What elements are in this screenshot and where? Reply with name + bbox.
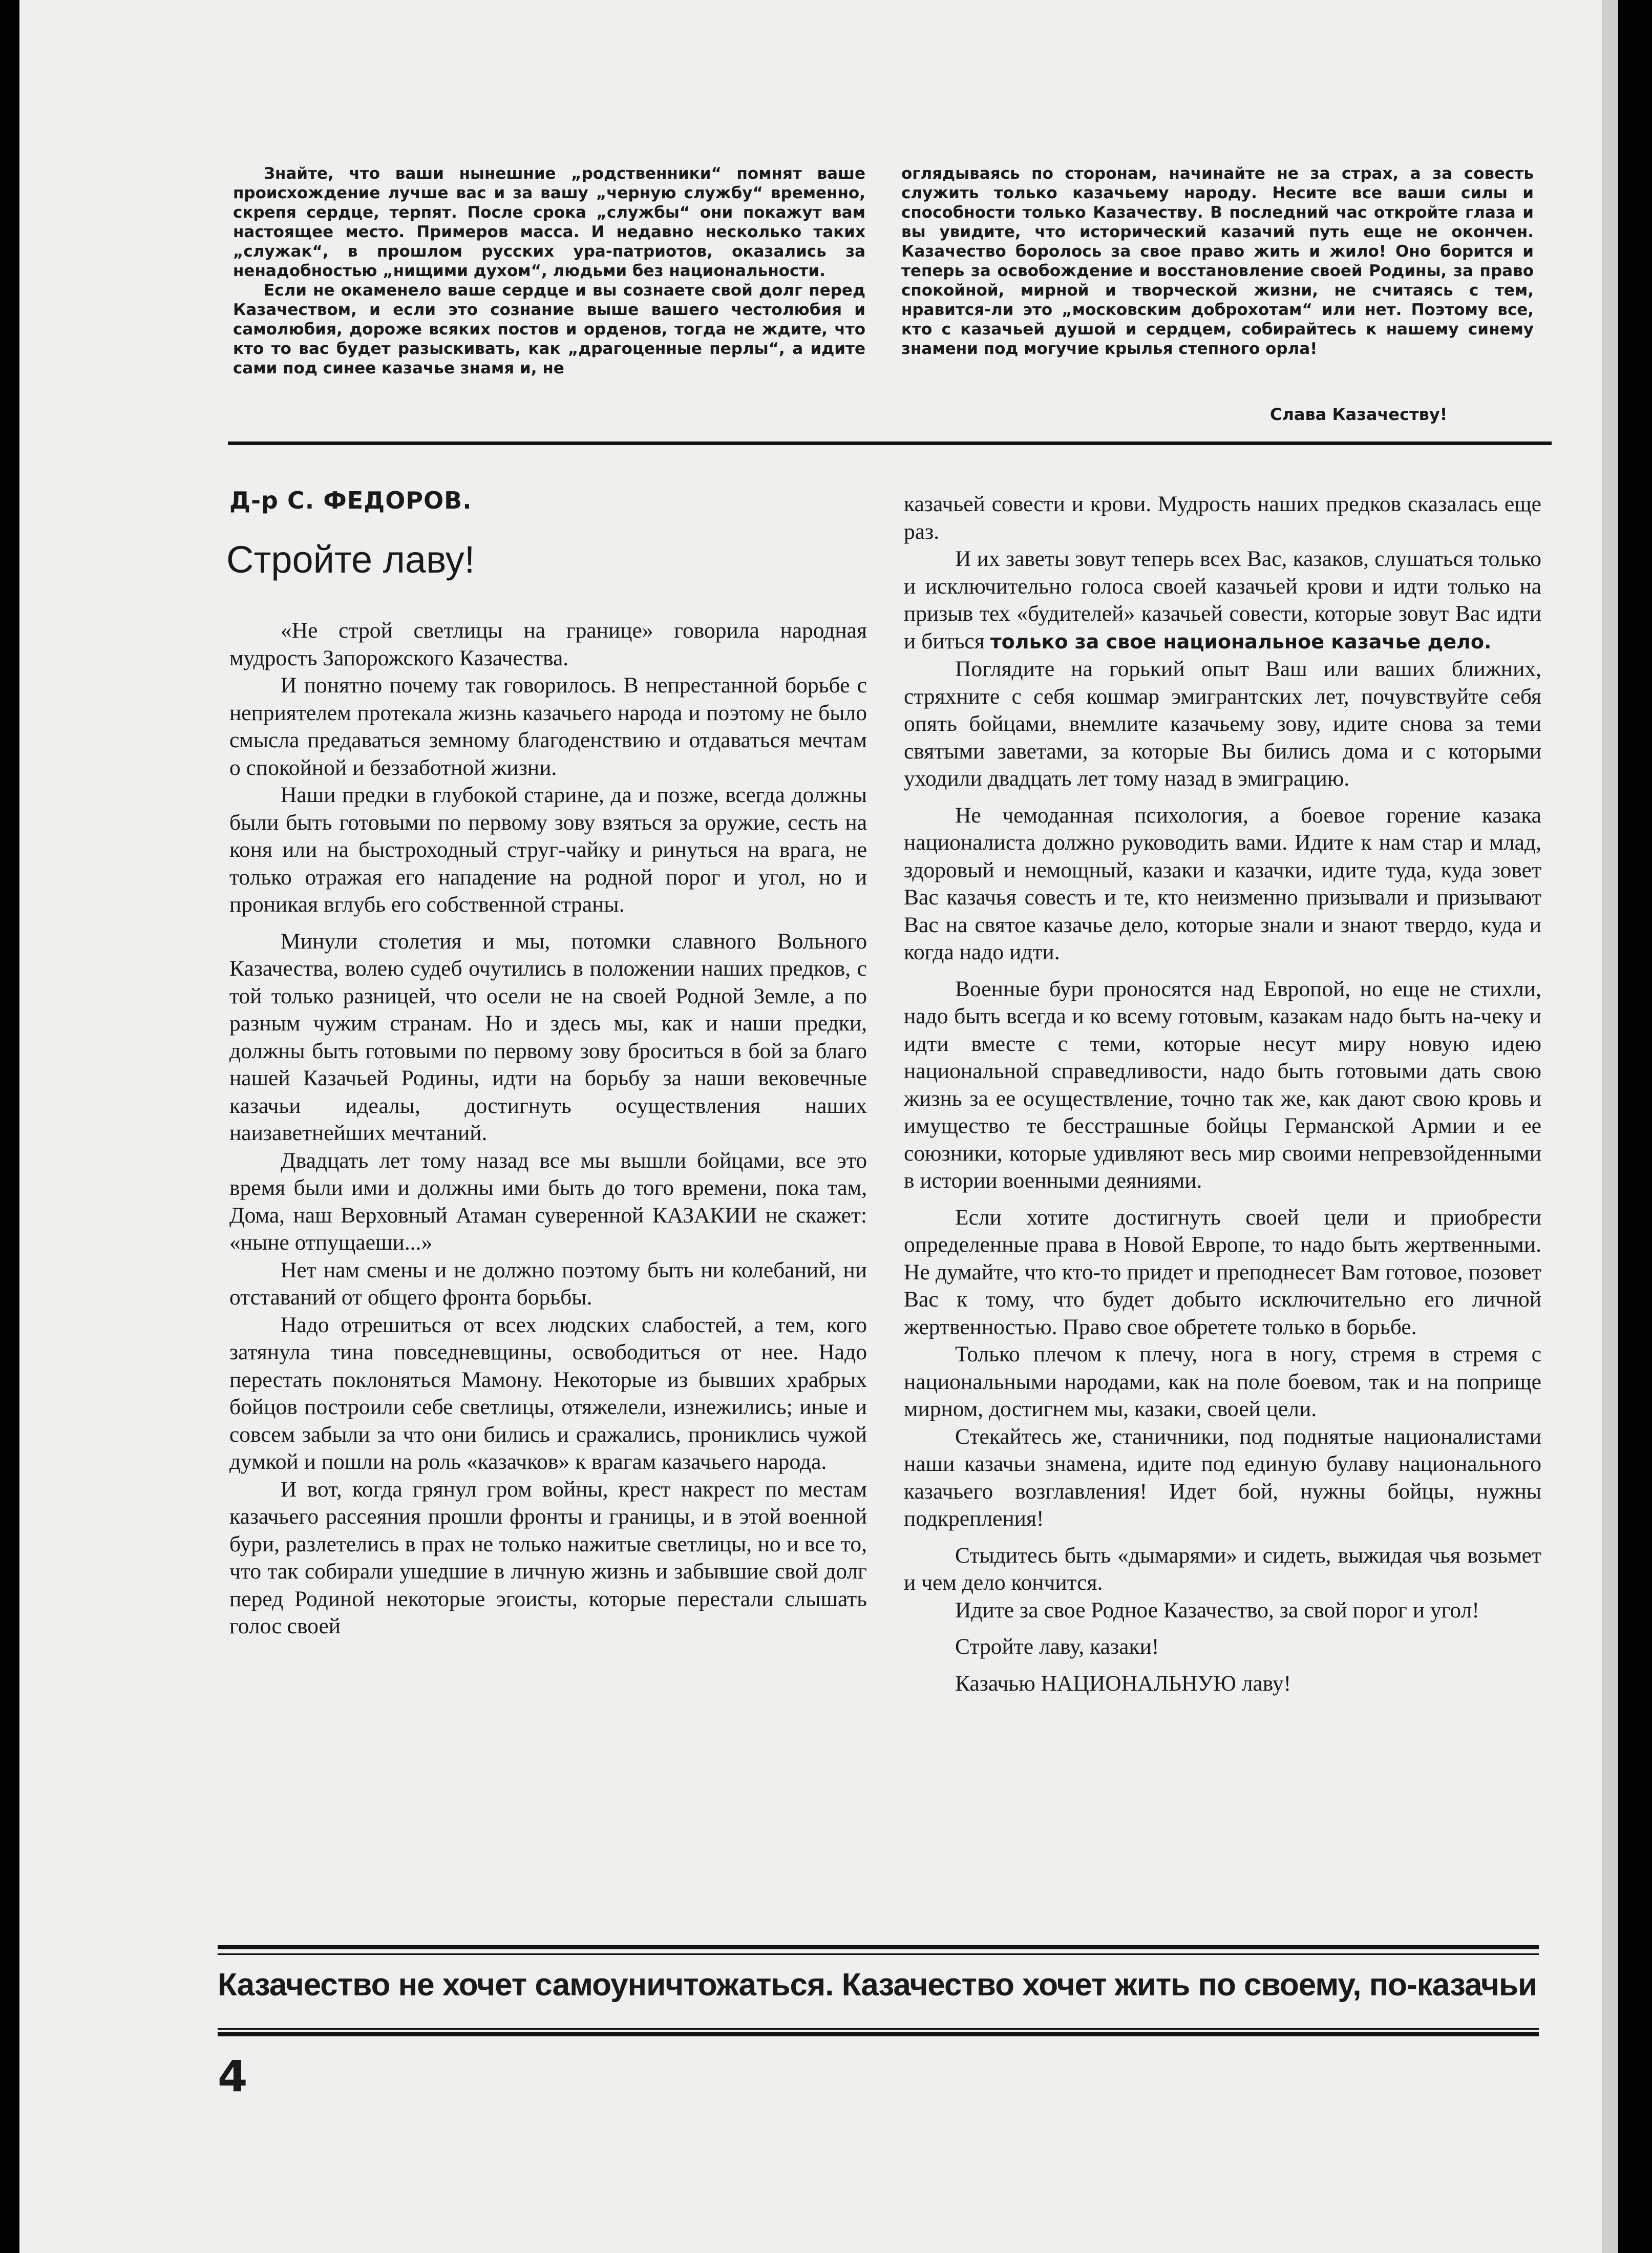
scan-edge xyxy=(1602,0,1618,2253)
article-paragraph: Двадцать лет тому назад все мы вышли бойцами, все это время были ими и должны ими быть до того времени, пока там, Дома, наш Верховный Атаман суверенной КАЗАКИИ не скажет: «ныне отпущаеши...» xyxy=(229,1148,867,1255)
article-paragraph: И вот, когда грянул гром войны, крест накрест по местам казачьего рассеяния прошли фронты и границы, и в этой военной бури, разлетелись в прах не только нажитые светлицы, но и все то, что так собирали ушедшие в личную жизнь и забывшие свой долг перед Родиной некоторые эгоисты, которые перестали слышать голос своей xyxy=(229,1477,867,1638)
article-paragraph: Наши предки в глубокой старине, да и позже, всегда должны были быть готовыми по первому зову взяться за оружие, сесть на коня или на быстроходный струг-чайку и ринуться на врага, не только отражая его нападение на родной порог и угол, но и проникая вглубь его собственной страны. xyxy=(229,783,867,917)
footer-rule xyxy=(218,1953,1539,1955)
article-title: Стройте лаву! xyxy=(226,538,475,581)
top-paragraph: оглядываясь по сторонам, начинайте не за страх, а за совесть служить только казачьему народу. Несите все ваши силы и способности только Казачеству. В последний час откройте глаза и вы увидите, что исторический казачий путь еще не окончен. Казачество боролось за свое право жить и жило! Оно борится и теперь за освобождение и восстановление своей Родины, за право спокойной, мирной и творческой жизни, не считаясь с тем, нравится-ли это „московским доброхотам“ или нет. Поэтому все, кто с казачьей душой и сердцем, собирайтесь к нашему синему знамени под могучие крылья степного орла! xyxy=(901,164,1534,358)
scan-border xyxy=(1618,0,1652,2253)
article-left-column xyxy=(229,617,867,1640)
article-paragraph: Поглядите на горький опыт Ваш или ваших ближних, стряхните с себя кошмар эмигрантских лет, почувствуйте себя опять бойцами, внемлите казачьему зову, идите снова за теми святыми заветами, за которые Вы бились дома и с которыми уходили двадцать лет тому назад в эмиграцию. xyxy=(904,657,1541,791)
article-paragraph: «Не строй светлицы на границе» говорила народная мудрость Запорожского Казачества. xyxy=(229,618,867,670)
article-paragraph: Если хотите достигнуть своей цели и приобрести определенные права в Новой Европе, то надо быть жертвенными. Не думайте, что кто-то придет и преподнесет Вам готовое, позовет Вас к тому, что будет добыто исключительно его личной жертвенностью. Право свое обретете только в борьбе. xyxy=(904,1205,1541,1339)
article-paragraph: Надо отрешиться от всех людских слабостей, а тем, кого затянула тина повседневщины, освободиться от нее. Надо перестать поклоняться Мамону. Некоторые из бывших храбрых бойцов построили себе светлицы, отяжелели, изнежились; иные и совсем забыли за что они бились и сражались, прониклись чужой думкой и пошли на роль «казачков» к врагам казачьего народа. xyxy=(229,1312,867,1474)
article-paragraph: Нет нам смены и не должно поэтому быть ни колебаний, ни отставаний от общего фронта борьбы. xyxy=(229,1257,867,1310)
article-paragraph: казачьей совести и крови. Мудрость наших предков сказалась еще раз. xyxy=(904,492,1541,544)
footer-rule xyxy=(218,1945,1539,1949)
article-paragraph xyxy=(904,545,1541,656)
article-paragraph: Стройте лаву, казаки! xyxy=(955,1634,1159,1659)
footer-slogan: Казачество не хочет самоуничтожаться. Казачество хочет жить по своему, по-казачьи xyxy=(218,1967,1537,2003)
article-paragraph: Казачью НАЦИОНАЛЬНУЮ лаву! xyxy=(955,1671,1291,1696)
section-divider xyxy=(228,441,1552,445)
emphasized-text: только за свое национальное казачье дело. xyxy=(990,630,1492,653)
article-right-column xyxy=(904,491,1541,1697)
top-paragraph: Если не окаменело ваше сердце и вы сознаете свой долг перед Казачеством, и если это сознание выше вашего честолюбия и самолюбия, дороже всяких постов и орденов, тогда не ждите, что кто то вас будет разыскивать, как „драгоценные перлы“, а идите сами под синее казачье знамя и, не xyxy=(233,281,865,377)
footer-rule xyxy=(218,2032,1539,2036)
footer-rule xyxy=(218,2028,1539,2030)
top-appeal-section xyxy=(233,164,1552,435)
article-paragraph: Стекайтесь же, станичники, под поднятые националистами наши казачьи знамена, идите под единую булаву национального казачьего возглавления! Идет бой, нужны бойцы, нужны подкрепления! xyxy=(904,1424,1541,1531)
article-text: И их заветы зовут теперь всех Вас, казаков, слушаться только и исключительно голоса своей казачьей крови и идти только на призыв тех «будителей» казачьей совести, которые зовут Вас идти и биться xyxy=(904,546,1541,654)
article-paragraph: И понятно почему так говорилось. В непрестанной борьбе с неприятелем протекала жизнь казачьего народа и поэтому не было смысла предаваться земному благоденствию и отдаваться мечтам о спокойной и беззаботной жизни. xyxy=(229,673,867,780)
top-paragraph: Знайте, что ваши нынешние „родственники“ помнят ваше происхождение лучше вас и за вашу „черную службу“ временно, скрепя сердце, терпят. После срока „службы“ они покажут вам настоящее место. Примеров масса. И недавно несколько таких „служак“, в прошлом русских ура-патриотов, оказались за ненадобностью „нищими духом“, людьми без национальности. xyxy=(233,164,865,280)
top-right-column xyxy=(901,164,1534,359)
top-left-column xyxy=(233,164,865,378)
article-paragraph: Не чемоданная психология, а боевое горение казака националиста должно руководить вами. Идите к нам стар и млад, здоровый и немощный, казаки и казачки, идите туда, куда зовет Вас казачья совесть и те, кто неизменно призывали и призывают Вас на святое казачье дело, которые знали и знают твердо, куда и когда надо идти. xyxy=(904,803,1541,964)
article-paragraph: Идите за свое Родное Казачество, за свой порог и угол! xyxy=(955,1597,1479,1623)
page-number: 4 xyxy=(218,2051,248,2101)
article-paragraph: Минули столетия и мы, потомки славного Вольного Казачества, волею судеб очутились в положении наших предков, с той только разницей, что осели не на своей Родной Земле, а по разным чужим странам. Но и здесь мы, как и наши предки, должны быть готовыми по первому зову броситься в бой за благо нашей Казачьей Родины, идти на борьбу за наши вековечные казачьи идеалы, достигнуть осуществления наших наизаветнейших мечтаний. xyxy=(229,929,867,1145)
article-paragraph: Только плечом к плечу, нога в ногу, стремя в стремя с национальными народами, как на поле боевом, так и на поприще мирном, достигнем мы, казаки, своей цели. xyxy=(904,1342,1541,1421)
article-paragraph: Стыдитесь быть «дымарями» и сидеть, выжидая чья возьмет и чем дело кончится. xyxy=(904,1543,1541,1595)
article-byline: Д-р С. ФЕДОРОВ. xyxy=(229,487,472,514)
top-closing: Слава Казачеству! xyxy=(1270,405,1448,424)
article-paragraph: Военные бури проносятся над Европой, но еще не стихли, надо быть всегда и ко всему готовым, казакам надо быть на-чеку и идти вместе с теми, которые несут миру новую идею национальной справедливости, надо быть готовыми дать свою жизнь за ее осуществление, точно так же, как дают свою кровь и имущество те бесстрашные бойцы Германской Армии и ее союзники, которые удивляют весь мир своими непревзойденными в истории военными деяниями. xyxy=(904,976,1541,1193)
